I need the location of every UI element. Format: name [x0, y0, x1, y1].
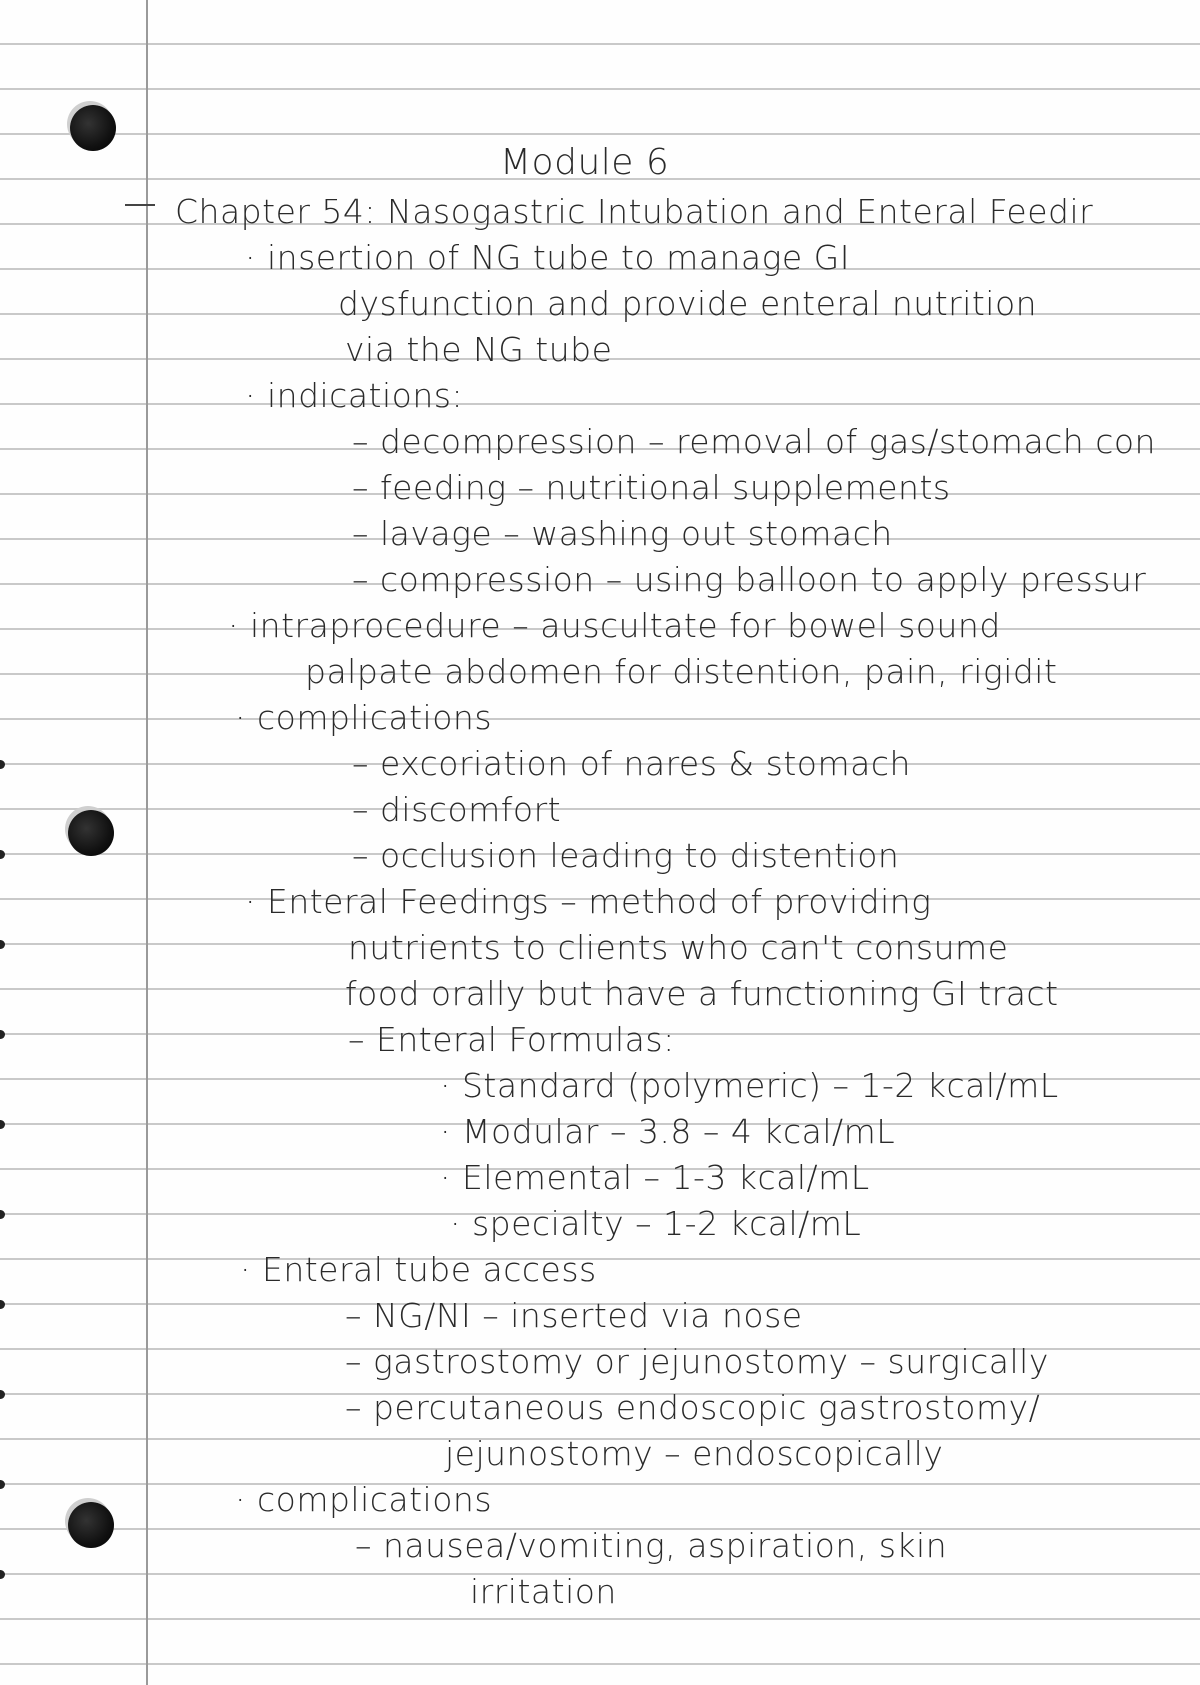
note-line: food orally but have a functioning GI tract	[345, 974, 1059, 1013]
note-line: – Enteral Formulas:	[348, 1020, 675, 1059]
note-line: · specialty – 1-2 kcal/mL	[450, 1204, 862, 1243]
spiral-edge-mark	[0, 940, 5, 949]
note-line: via the NG tube	[345, 330, 613, 369]
spiral-edge-mark	[0, 1300, 5, 1309]
spiral-edge-mark	[0, 1210, 5, 1219]
note-line: nutrients to clients who can't consume	[348, 928, 1009, 967]
note-line: – gastrostomy or jejunostomy – surgically	[345, 1342, 1049, 1381]
spiral-edge-mark	[0, 1390, 5, 1399]
punch-hole-bottom	[68, 1502, 114, 1548]
spiral-edge-mark	[0, 1030, 5, 1039]
note-line: · intraprocedure – auscultate for bowel sound	[228, 606, 1001, 645]
note-line: – decompression – removal of gas/stomach con	[352, 422, 1156, 461]
page-title: Module 6	[500, 142, 670, 183]
margin-line	[146, 0, 148, 1685]
note-line: dysfunction and provide enteral nutrition	[338, 284, 1038, 323]
note-line: – excoriation of nares & stomach	[352, 744, 911, 783]
note-line: · Elemental – 1-3 kcal/mL	[440, 1158, 870, 1197]
note-line: – nausea/vomiting, aspiration, skin	[355, 1526, 948, 1565]
note-line: – occlusion leading to distention	[352, 836, 900, 875]
note-line: irritation	[470, 1572, 617, 1611]
chapter-heading: Chapter 54: Nasogastric Intubation and Enteral Feedir	[175, 192, 1094, 231]
spiral-edge-mark	[0, 1120, 5, 1129]
note-line: jejunostomy – endoscopically	[445, 1434, 944, 1473]
chapter-marker	[125, 204, 155, 206]
spiral-edge-mark	[0, 1480, 5, 1489]
spiral-edge-mark	[0, 760, 5, 769]
note-line: · Standard (polymeric) – 1-2 kcal/mL	[440, 1066, 1059, 1105]
note-line: – feeding – nutritional supplements	[352, 468, 951, 507]
note-line: – discomfort	[352, 790, 562, 829]
note-line: – compression – using balloon to apply pressur	[352, 560, 1147, 599]
note-line: palpate abdomen for distention, pain, rigidit	[305, 652, 1058, 691]
note-line: · Enteral Feedings – method of providing	[245, 882, 932, 921]
note-line: · indications:	[245, 376, 464, 415]
note-line: – lavage – washing out stomach	[352, 514, 893, 553]
note-line: · insertion of NG tube to manage GI	[245, 238, 850, 277]
note-line: · complications	[235, 1480, 493, 1519]
punch-hole-top	[70, 105, 116, 151]
spiral-edge-mark	[0, 850, 5, 859]
note-line: – percutaneous endoscopic gastrostomy/	[345, 1388, 1041, 1427]
note-line: · complications	[235, 698, 493, 737]
punch-hole-middle	[68, 810, 114, 856]
note-line: · Enteral tube access	[240, 1250, 597, 1289]
note-line: · Modular – 3.8 – 4 kcal/mL	[440, 1112, 896, 1151]
note-line: – NG/NI – inserted via nose	[345, 1296, 803, 1335]
spiral-edge-mark	[0, 1570, 5, 1579]
